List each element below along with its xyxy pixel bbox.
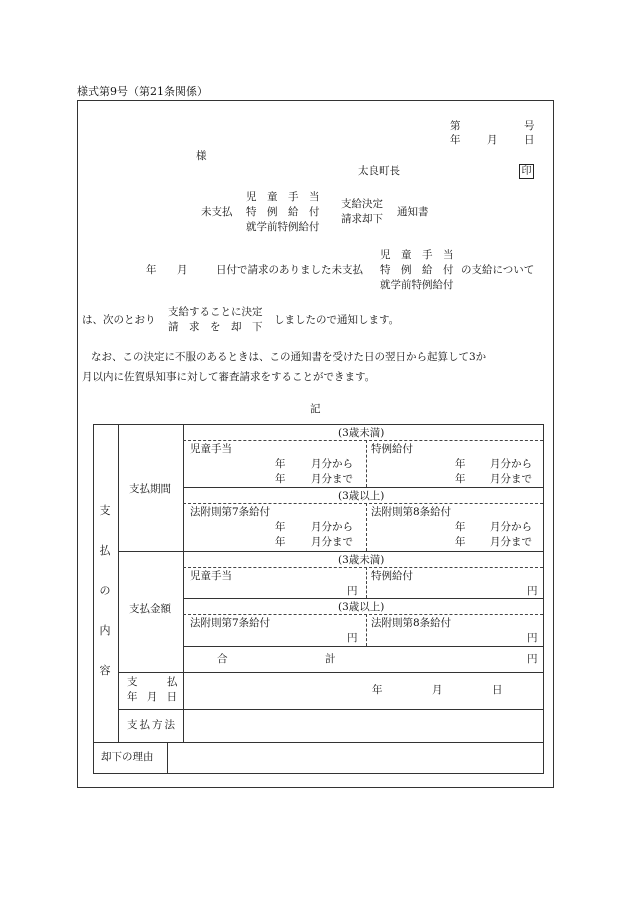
side-char: の xyxy=(99,584,111,597)
period-year: 年 xyxy=(455,536,466,548)
amount-special-benefit: 特例給付 xyxy=(371,570,413,582)
amount-under3: (3歳未満) xyxy=(338,554,385,566)
period-supp7: 法附則第7条給付 xyxy=(190,506,271,518)
pay-date-month: 月 xyxy=(432,684,443,696)
pay-date-1a: 支 xyxy=(127,676,138,688)
title-decision2: 請求却下 xyxy=(341,213,383,225)
p1-year: 年 xyxy=(146,264,157,276)
pay-date-1b: 払 xyxy=(167,676,178,688)
number-prefix: 第 xyxy=(450,120,461,132)
p2-opt1: 支給することに決定 xyxy=(168,306,263,318)
period-to: 月分まで xyxy=(311,473,353,485)
period-year: 年 xyxy=(275,473,286,485)
title-prefix: 未支払 xyxy=(201,206,233,218)
period-special-benefit: 特例給付 xyxy=(371,443,413,455)
total-a: 合 xyxy=(217,653,228,665)
pay-date-2: 年 月 日 xyxy=(127,691,181,703)
period-under3: (3歳未満) xyxy=(338,427,385,439)
period-child-allowance: 児童手当 xyxy=(190,443,232,455)
number-suffix: 号 xyxy=(524,120,535,132)
p2-end: しましたので通知します。 xyxy=(274,314,400,326)
amount-yen: 円 xyxy=(527,585,538,597)
amount-label: 支払金額 xyxy=(129,603,171,615)
pay-date-day: 日 xyxy=(492,684,503,696)
period-year: 年 xyxy=(275,536,286,548)
seal-mark: 印 xyxy=(519,164,534,179)
period-year: 年 xyxy=(275,458,286,470)
p3-line1: なお、この決定に不服のあるときは、この通知書を受けた日の翌日から起算して3か xyxy=(91,351,487,363)
title-decision1: 支給決定 xyxy=(341,198,383,210)
period-from: 月分から xyxy=(311,458,353,470)
period-year: 年 xyxy=(455,458,466,470)
amount-child-allowance: 児童手当 xyxy=(190,570,232,582)
amount-supp7: 法附則第7条給付 xyxy=(190,617,271,629)
p1-month: 月 xyxy=(177,264,188,276)
p3-line2: 月以内に佐賀県知事に対して審査請求をすることができます。 xyxy=(82,371,376,383)
period-label: 支払期間 xyxy=(129,483,171,495)
amount-yen: 円 xyxy=(347,632,358,644)
title-line2: 特 例 給 付 xyxy=(246,206,320,218)
form-header: 様式第9号（第21条関係） xyxy=(77,85,208,98)
pay-method-label: 支払方法 xyxy=(127,719,177,731)
issuer: 太良町長 xyxy=(358,165,400,177)
period-supp8: 法附則第8条給付 xyxy=(371,506,452,518)
p1-opt2: 特 例 給 付 xyxy=(380,264,454,276)
period-to: 月分まで xyxy=(490,473,532,485)
period-to: 月分まで xyxy=(311,536,353,548)
period-year: 年 xyxy=(455,473,466,485)
ki-mark: 記 xyxy=(310,403,321,415)
period-year: 年 xyxy=(455,521,466,533)
p1-opt1: 児 童 手 当 xyxy=(380,249,454,261)
period-to: 月分まで xyxy=(490,536,532,548)
period-from: 月分から xyxy=(311,521,353,533)
side-char: 内 xyxy=(99,624,111,637)
date-month: 月 xyxy=(487,134,498,146)
period-from: 月分から xyxy=(490,458,532,470)
p1-opt3: 就学前特例給付 xyxy=(380,279,454,291)
side-char: 払 xyxy=(99,544,111,557)
amount-yen: 円 xyxy=(347,585,358,597)
period-year: 年 xyxy=(275,521,286,533)
amount-over3: (3歳以上) xyxy=(338,601,385,613)
p2-start: は、次のとおり xyxy=(82,314,156,326)
side-label xyxy=(98,505,112,705)
title-suffix: 通知書 xyxy=(397,206,429,218)
p2-opt2: 請 求 を 却 下 xyxy=(168,321,263,333)
side-char: 支 xyxy=(99,504,111,517)
addressee-suffix: 様 xyxy=(196,150,207,162)
pay-date-year: 年 xyxy=(372,684,383,696)
period-over3: (3歳以上) xyxy=(338,490,385,502)
title-line1: 児 童 手 当 xyxy=(246,191,320,203)
date-year: 年 xyxy=(450,134,461,146)
period-from: 月分から xyxy=(490,521,532,533)
side-char: 容 xyxy=(99,664,111,677)
date-day: 日 xyxy=(524,134,535,146)
notice-frame xyxy=(77,100,554,788)
total-yen: 円 xyxy=(527,653,538,665)
title-line3: 就学前特例給付 xyxy=(246,221,320,233)
total-b: 計 xyxy=(325,653,336,665)
amount-yen: 円 xyxy=(527,632,538,644)
p1-mid: 日付で請求のありました未支払 xyxy=(216,264,363,276)
amount-supp8: 法附則第8条給付 xyxy=(371,617,452,629)
p1-end: の支給について xyxy=(461,264,535,276)
reject-reason-label: 却下の理由 xyxy=(101,751,154,763)
